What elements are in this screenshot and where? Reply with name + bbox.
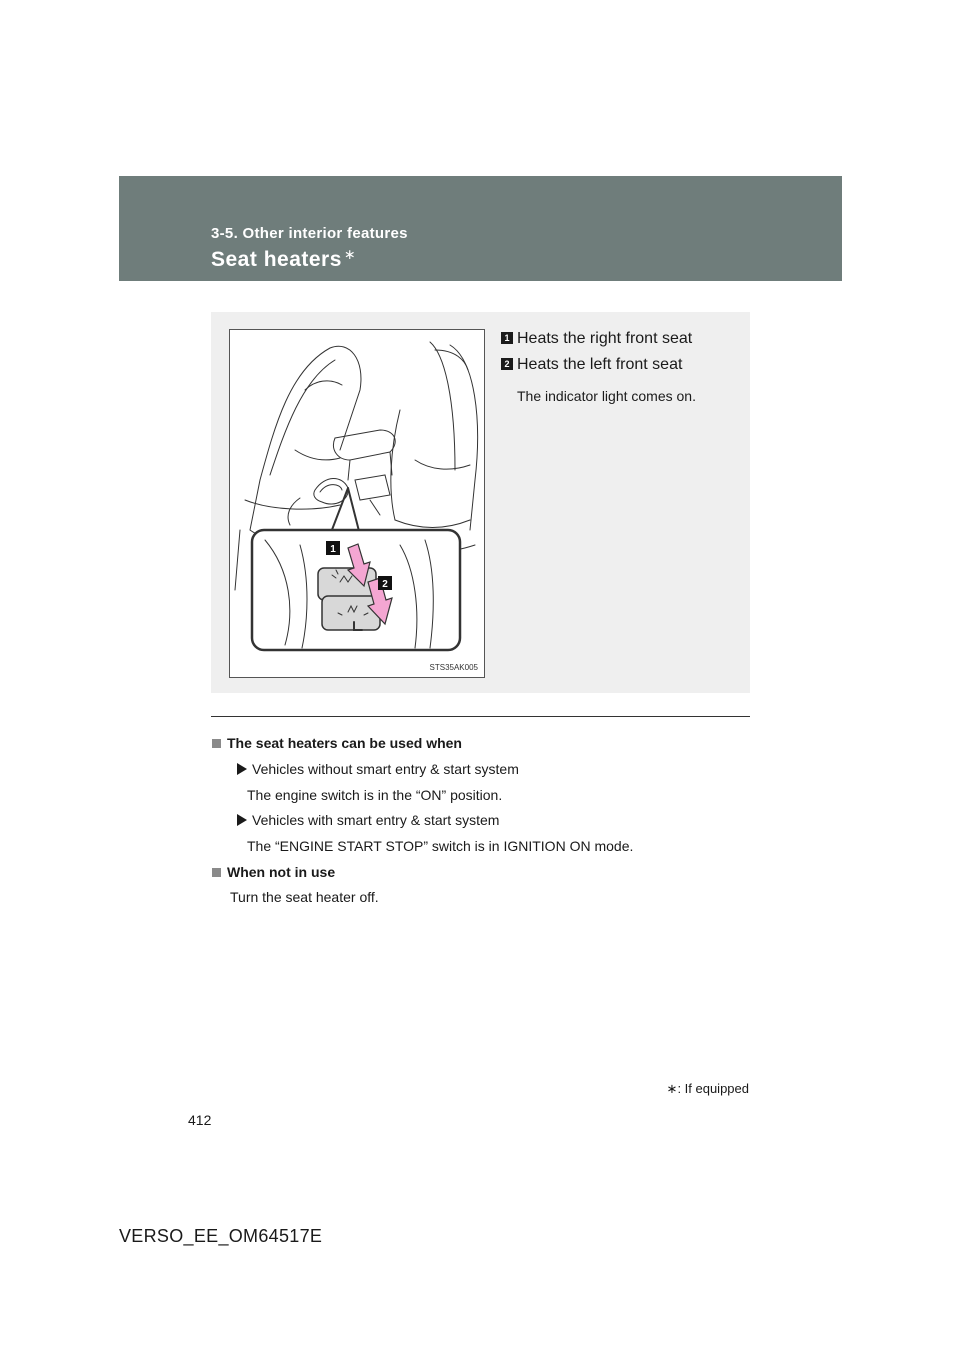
legend-num-2: 2	[501, 358, 513, 370]
section-divider	[211, 716, 750, 717]
seat-illustration-drawing	[230, 330, 484, 677]
page-number: 412	[188, 1112, 212, 1128]
figure-code: STS35AK005	[429, 663, 478, 672]
figure-panel	[211, 312, 750, 693]
legend-text-1: Heats the right front seat	[517, 330, 693, 347]
callout-label-1: 1	[330, 544, 336, 555]
legend-item-1	[501, 330, 692, 348]
page-header	[119, 176, 842, 281]
triangle-bullet-icon	[237, 814, 247, 826]
footnote-text: : If equipped	[677, 1081, 749, 1096]
note-item-2-detail: The “ENGINE START STOP” switch is in IGNITION ON mode.	[247, 838, 634, 854]
legend-text-2: Heats the left front seat	[517, 356, 683, 373]
note-item-1: Vehicles without smart entry & start system	[237, 761, 519, 777]
section-label: 3-5. Other interior features	[211, 225, 408, 242]
legend-item-2	[501, 356, 682, 374]
footnote	[667, 1081, 749, 1097]
document-code: VERSO_EE_OM64517E	[119, 1226, 323, 1246]
page-title-text: Seat heaters	[211, 248, 342, 271]
note-text-2: Turn the seat heater off.	[230, 889, 379, 905]
triangle-bullet-icon	[237, 763, 247, 775]
callout-label-2: 2	[382, 579, 388, 590]
page-title	[211, 248, 356, 272]
legend-num-1: 1	[501, 332, 513, 344]
square-bullet-icon	[212, 739, 221, 748]
note-item-1-detail: The engine switch is in the “ON” position.	[247, 787, 503, 803]
seat-heater-illustration	[229, 329, 485, 678]
square-bullet-icon	[212, 868, 221, 877]
if-equipped-mark: ∗	[343, 246, 357, 262]
legend-note: The indicator light comes on.	[517, 388, 696, 404]
note-heading-2: When not in use	[212, 864, 335, 880]
note-heading-1: The seat heaters can be used when	[212, 735, 462, 751]
note-item-2: Vehicles with smart entry & start system	[237, 812, 499, 828]
footnote-mark: ∗	[666, 1081, 678, 1096]
